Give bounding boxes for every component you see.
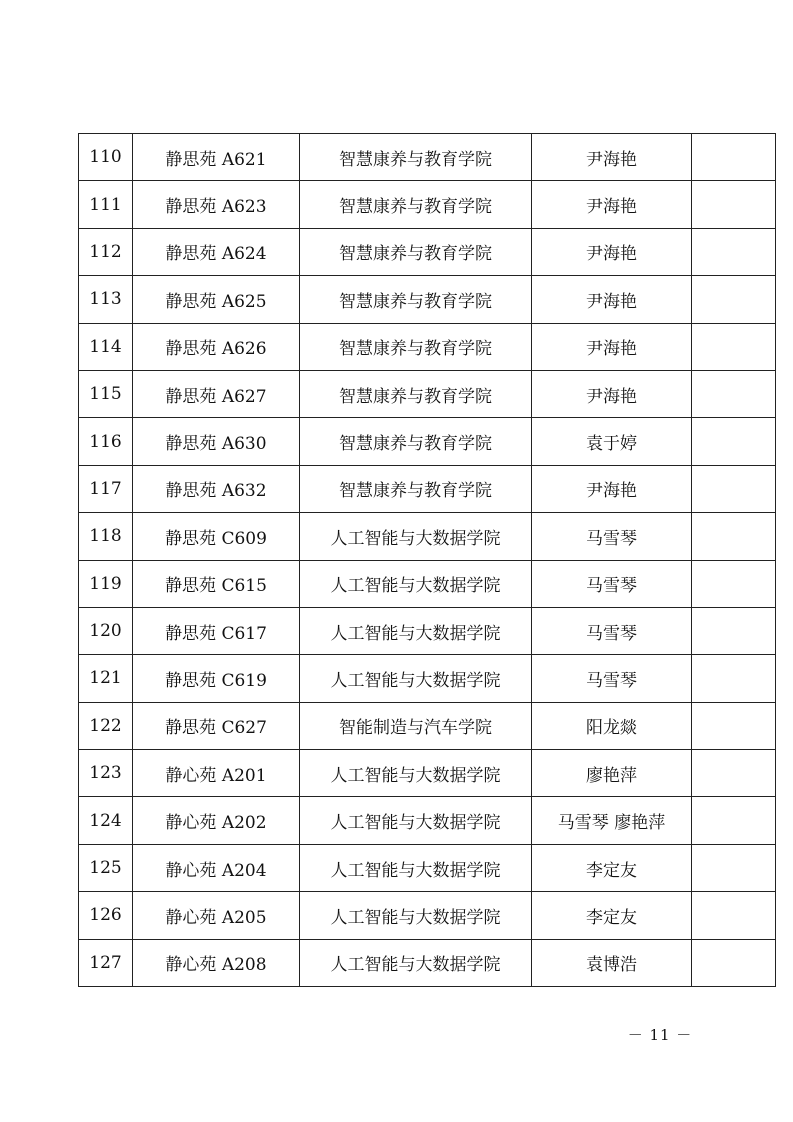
note-cell: [692, 607, 776, 654]
table-row: [79, 181, 776, 228]
note-cell: [692, 418, 776, 465]
row-number-cell: 118: [79, 513, 133, 560]
table-row: [79, 276, 776, 323]
room-cell: 静思苑 C627: [133, 702, 300, 749]
room-cell: 静心苑 A208: [133, 939, 300, 986]
row-number-cell: 124: [79, 797, 133, 844]
college-cell: 人工智能与大数据学院: [300, 844, 532, 891]
room-cell: 静心苑 A202: [133, 797, 300, 844]
row-number-cell: 125: [79, 844, 133, 891]
note-cell: [692, 228, 776, 275]
note-cell: [692, 276, 776, 323]
room-cell: 静心苑 A204: [133, 844, 300, 891]
row-number-cell: 116: [79, 418, 133, 465]
page-number: － 11 －: [627, 1026, 693, 1044]
table-row: [79, 560, 776, 607]
table-row: [79, 228, 776, 275]
note-cell: [692, 939, 776, 986]
room-cell: 静思苑 A621: [133, 134, 300, 181]
table-row: [79, 513, 776, 560]
table-row: [79, 939, 776, 986]
person-cell: 尹海艳: [532, 228, 692, 275]
note-cell: [692, 560, 776, 607]
table-row: [79, 702, 776, 749]
college-cell: 人工智能与大数据学院: [300, 607, 532, 654]
college-cell: 智慧康养与教育学院: [300, 418, 532, 465]
room-cell: 静思苑 A625: [133, 276, 300, 323]
table-row: [79, 844, 776, 891]
table-row: [79, 892, 776, 939]
note-cell: [692, 655, 776, 702]
row-number-cell: 126: [79, 892, 133, 939]
person-cell: 尹海艳: [532, 465, 692, 512]
room-cell: 静思苑 C617: [133, 607, 300, 654]
college-cell: 人工智能与大数据学院: [300, 560, 532, 607]
row-number-cell: 113: [79, 276, 133, 323]
row-number-cell: 122: [79, 702, 133, 749]
room-cell: 静思苑 C609: [133, 513, 300, 560]
row-number-cell: 115: [79, 370, 133, 417]
table-row: [79, 323, 776, 370]
row-number-cell: 117: [79, 465, 133, 512]
note-cell: [692, 465, 776, 512]
college-cell: 人工智能与大数据学院: [300, 750, 532, 797]
note-cell: [692, 181, 776, 228]
note-cell: [692, 702, 776, 749]
person-cell: 廖艳萍: [532, 750, 692, 797]
person-cell: 尹海艳: [532, 323, 692, 370]
row-number-cell: 110: [79, 134, 133, 181]
college-cell: 人工智能与大数据学院: [300, 939, 532, 986]
row-number-cell: 112: [79, 228, 133, 275]
person-cell: 马雪琴: [532, 607, 692, 654]
table-row: [79, 418, 776, 465]
row-number-cell: 111: [79, 181, 133, 228]
person-cell: 尹海艳: [532, 276, 692, 323]
row-number-cell: 121: [79, 655, 133, 702]
room-cell: 静思苑 A624: [133, 228, 300, 275]
college-cell: 人工智能与大数据学院: [300, 797, 532, 844]
person-cell: 马雪琴 廖艳萍: [532, 797, 692, 844]
person-cell: 阳龙燚: [532, 702, 692, 749]
note-cell: [692, 892, 776, 939]
college-cell: 人工智能与大数据学院: [300, 655, 532, 702]
room-cell: 静思苑 A626: [133, 323, 300, 370]
person-cell: 马雪琴: [532, 513, 692, 560]
table-row: [79, 134, 776, 181]
note-cell: [692, 323, 776, 370]
college-cell: 智慧康养与教育学院: [300, 181, 532, 228]
note-cell: [692, 513, 776, 560]
row-number-cell: 123: [79, 750, 133, 797]
table-row: [79, 465, 776, 512]
room-cell: 静思苑 A627: [133, 370, 300, 417]
person-cell: 李定友: [532, 844, 692, 891]
person-cell: 李定友: [532, 892, 692, 939]
college-cell: 人工智能与大数据学院: [300, 513, 532, 560]
room-cell: 静心苑 A201: [133, 750, 300, 797]
person-cell: 马雪琴: [532, 560, 692, 607]
row-number-cell: 127: [79, 939, 133, 986]
college-cell: 智慧康养与教育学院: [300, 228, 532, 275]
college-cell: 智慧康养与教育学院: [300, 370, 532, 417]
room-cell: 静心苑 A205: [133, 892, 300, 939]
table-row: [79, 370, 776, 417]
note-cell: [692, 370, 776, 417]
room-cell: 静思苑 C619: [133, 655, 300, 702]
college-cell: 智慧康养与教育学院: [300, 465, 532, 512]
college-cell: 人工智能与大数据学院: [300, 892, 532, 939]
row-number-cell: 114: [79, 323, 133, 370]
note-cell: [692, 844, 776, 891]
table-row: [79, 797, 776, 844]
college-cell: 智慧康养与教育学院: [300, 323, 532, 370]
college-cell: 智慧康养与教育学院: [300, 134, 532, 181]
person-cell: 尹海艳: [532, 134, 692, 181]
college-cell: 智慧康养与教育学院: [300, 276, 532, 323]
person-cell: 袁博浩: [532, 939, 692, 986]
person-cell: 马雪琴: [532, 655, 692, 702]
person-cell: 尹海艳: [532, 370, 692, 417]
college-cell: 智能制造与汽车学院: [300, 702, 532, 749]
table-body: [79, 134, 776, 987]
note-cell: [692, 134, 776, 181]
table-row: [79, 655, 776, 702]
note-cell: [692, 797, 776, 844]
dormitory-table: [78, 133, 776, 987]
room-cell: 静思苑 A632: [133, 465, 300, 512]
room-cell: 静思苑 C615: [133, 560, 300, 607]
room-cell: 静思苑 A630: [133, 418, 300, 465]
row-number-cell: 120: [79, 607, 133, 654]
room-cell: 静思苑 A623: [133, 181, 300, 228]
person-cell: 尹海艳: [532, 181, 692, 228]
person-cell: 袁于婷: [532, 418, 692, 465]
row-number-cell: 119: [79, 560, 133, 607]
table-row: [79, 607, 776, 654]
table-row: [79, 750, 776, 797]
note-cell: [692, 750, 776, 797]
